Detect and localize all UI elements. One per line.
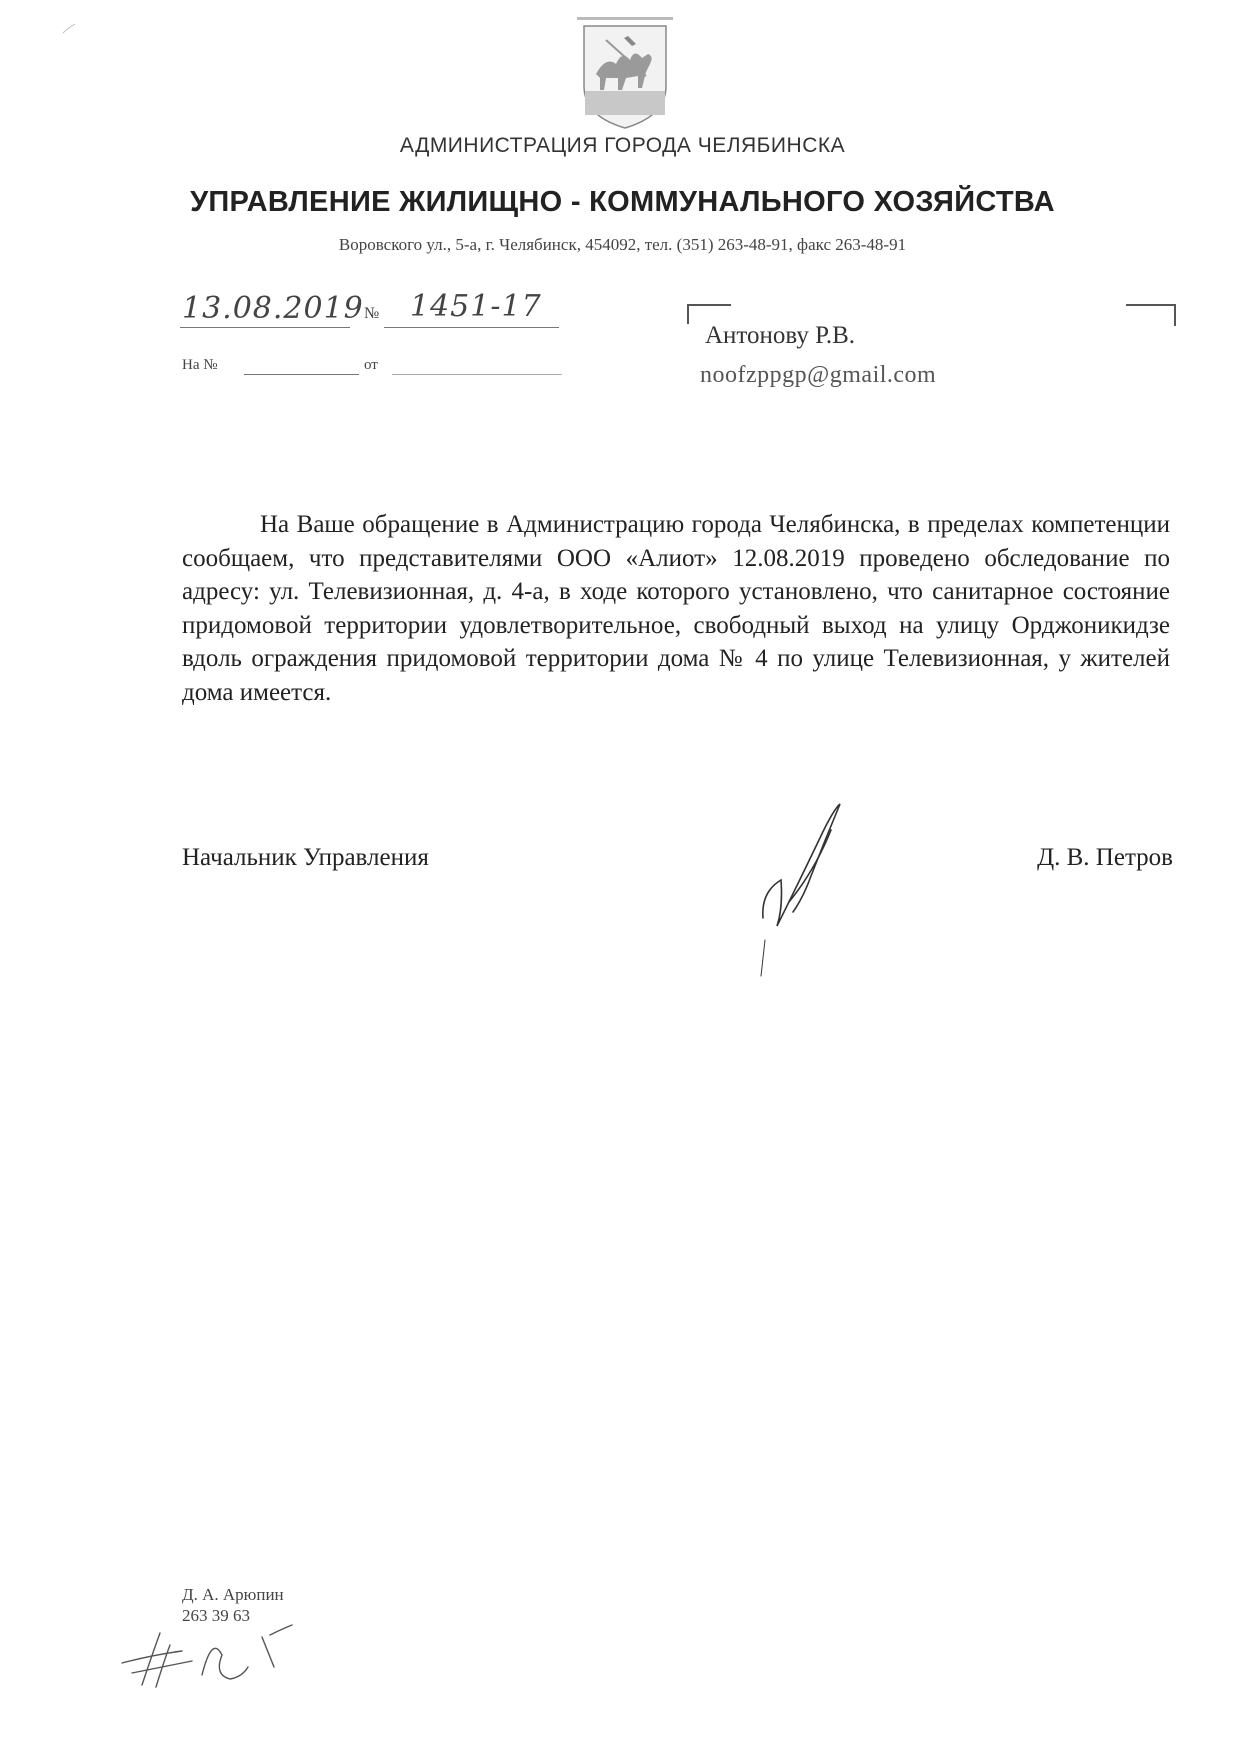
administration-title: АДМИНИСТРАЦИЯ ГОРОДА ЧЕЛЯБИНСКА bbox=[399, 134, 846, 157]
registration-number-label: № bbox=[364, 305, 380, 322]
executor-initials-icon bbox=[112, 1615, 312, 1690]
reference-number-line bbox=[244, 374, 359, 375]
recipient-email: noofzppgp@gmail.com bbox=[700, 362, 937, 388]
recipient-corner-right bbox=[1126, 304, 1176, 326]
reference-label: На № bbox=[182, 357, 218, 373]
coat-of-arms-icon bbox=[576, 16, 674, 130]
handwritten-signature-icon bbox=[755, 800, 870, 980]
signer-name: Д. В. Петров bbox=[1037, 844, 1173, 871]
recipient-name: Антонову Р.В. bbox=[705, 322, 856, 349]
department-title: УПРАВЛЕНИЕ ЖИЛИЩНО - КОММУНАЛЬНОГО ХОЗЯЙСТВА bbox=[190, 186, 1055, 218]
registration-number: 1451-17 bbox=[410, 289, 542, 324]
department-address: Воровского ул., 5-а, г. Челябинск, 454092, тел. (351) 263-48-91, факс 263-48-91 bbox=[338, 235, 907, 254]
scan-speck-icon bbox=[62, 22, 76, 34]
executor-name: Д. А. Арюпин bbox=[182, 1585, 284, 1604]
number-underline bbox=[384, 327, 559, 328]
registration-date: 13.08.2019 bbox=[182, 291, 364, 326]
signer-title: Начальник Управления bbox=[182, 844, 429, 871]
date-underline bbox=[180, 327, 350, 328]
executor-phone: 263 39 63 bbox=[182, 1606, 250, 1625]
recipient-corner-left bbox=[687, 304, 731, 324]
reference-date-line bbox=[392, 374, 562, 375]
letter-body: На Ваше обращение в Администрацию города Челябинска, в пределах компетенции сообщаем, что представителями ООО «Алиот» 12.08.2019 проведено обследование по адресу: ул. Телевизионная, д. 4-а, в ходе которого установлено, что санитарное состояние придомовой территории удовлетворительное, свободный выход на улицу Орджоникидзе вдоль ограждения придомовой территории дома № 4 по улице Телевизионная, у жителей дома имеется. bbox=[182, 511, 1170, 706]
reference-from-label: от bbox=[364, 357, 378, 373]
